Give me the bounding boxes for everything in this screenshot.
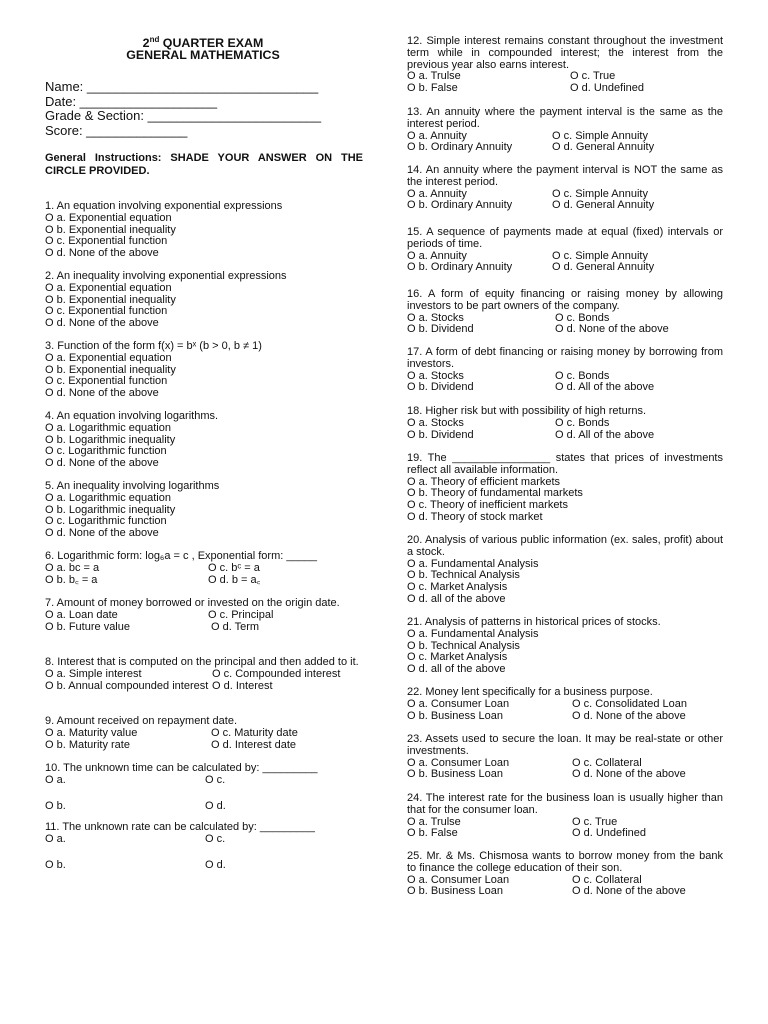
option-c[interactable]: O c. Exponential function — [45, 375, 168, 388]
option-a[interactable]: O a. Trulse — [407, 815, 461, 828]
general-instructions: General Instructions: SHADE YOUR ANSWER ON THE CIRCLE PROVIDED. — [45, 152, 363, 178]
option-b[interactable]: O b. Logarithmic inequality — [45, 433, 176, 446]
question-21 — [407, 617, 723, 676]
question-4 — [45, 411, 365, 470]
question-stem: 4. An equation involving logarithms. — [45, 410, 219, 422]
option-c[interactable]: O c. Compounded interest — [212, 667, 341, 680]
option-a[interactable]: O a. Loan date — [45, 608, 118, 621]
option-d[interactable]: O d. All of the above — [555, 428, 655, 441]
exam-title-text: QUARTER EXAM — [159, 36, 264, 51]
option-d[interactable]: O d. None of the above — [572, 709, 686, 722]
option-a[interactable]: O a. — [45, 832, 66, 845]
option-d[interactable]: O d. b = a꜀ — [208, 573, 261, 586]
question-stem: 3. Function of the form f(x) = bˣ (b > 0, b ≠ 1) — [45, 340, 262, 352]
option-a[interactable]: O a. Theory of efficient markets — [407, 475, 561, 488]
question-stem: 2. An inequality involving exponential expressions — [45, 270, 287, 282]
option-c[interactable]: O c. Exponential function — [45, 235, 168, 248]
option-d[interactable]: O d. — [205, 799, 226, 812]
question-15 — [407, 227, 723, 274]
question-11 — [45, 822, 365, 871]
option-b[interactable]: O b. Dividend — [407, 323, 474, 336]
option-a[interactable]: O a. Trulse — [407, 70, 461, 83]
question-25 — [407, 851, 723, 898]
question-stem: 8. Interest that is computed on the principal and then added to it. — [45, 656, 359, 668]
option-b[interactable]: O b. Logarithmic inequality — [45, 503, 176, 516]
option-d[interactable]: O d. General Annuity — [552, 141, 655, 154]
option-a[interactable]: O a. Logarithmic equation — [45, 421, 171, 434]
option-a[interactable]: O a. bc = a — [45, 561, 100, 574]
option-a[interactable]: O a. Stocks — [407, 311, 464, 324]
question-stem: 21. Analysis of patterns in historical prices of stocks. — [407, 616, 661, 628]
option-d[interactable]: O d. None of the above — [45, 317, 159, 330]
question-3 — [45, 341, 365, 400]
question-20 — [407, 535, 723, 606]
option-c[interactable]: O c. Bonds — [555, 369, 610, 382]
question-stem: 6. Logarithmic form: log₆a = c , Exponential form: _____ — [45, 550, 317, 562]
option-a[interactable]: O a. Stocks — [407, 369, 464, 382]
option-c[interactable]: O c. True — [572, 815, 618, 828]
name-field[interactable]: Name: ________________________________ — [45, 79, 319, 94]
option-d[interactable]: O d. General Annuity — [552, 261, 655, 274]
option-d[interactable]: O d. All of the above — [555, 381, 655, 394]
question-stem: 13. An annuity where the payment interval is the same as the interest period. — [407, 106, 723, 130]
option-c[interactable]: O c. True — [570, 70, 616, 83]
question-stem: 23. Assets used to secure the loan. It may be real-state or other investments. — [407, 733, 723, 757]
option-b[interactable]: O b. Business Loan — [407, 709, 504, 722]
option-c[interactable]: O c. Logarithmic function — [45, 515, 167, 528]
option-c[interactable]: O c. Logarithmic function — [45, 445, 167, 458]
question-stem: 5. An inequality involving logarithms — [45, 480, 220, 492]
option-b[interactable]: O b. Annual compounded interest — [45, 679, 209, 692]
option-b[interactable]: O b. Ordinary Annuity — [407, 261, 513, 274]
option-b[interactable]: O b. Exponential inequality — [45, 293, 176, 306]
option-b[interactable]: O b. Exponential inequality — [45, 223, 176, 236]
quarter-suffix: nd — [149, 35, 160, 44]
option-c[interactable]: O c. — [205, 773, 226, 786]
option-d[interactable]: O d. None of the above — [45, 247, 159, 260]
option-b[interactable]: O b. False — [407, 827, 458, 840]
option-d[interactable]: O d. Undefined — [570, 82, 644, 95]
option-d[interactable]: O d. all of the above — [407, 592, 506, 605]
option-a[interactable]: O a. Fundamental Analysis — [407, 627, 539, 640]
question-13 — [407, 107, 723, 154]
option-c[interactable]: O c. Bonds — [555, 311, 610, 324]
quarter-number: 2 — [142, 36, 150, 51]
option-c[interactable]: O c. Theory of inefficient markets — [407, 499, 568, 512]
question-stem: 22. Money lent specifically for a business purpose. — [407, 686, 653, 698]
option-c[interactable]: O c. Collateral — [572, 756, 642, 769]
question-1 — [45, 201, 365, 260]
question-stem: 7. Amount of money borrowed or invested on the origin date. — [45, 597, 340, 609]
option-d[interactable]: O d. Undefined — [572, 827, 646, 840]
question-18 — [407, 406, 723, 441]
option-b[interactable]: O b. Business Loan — [407, 768, 504, 781]
option-a[interactable]: O a. Annuity — [407, 187, 467, 200]
question-16 — [407, 289, 723, 336]
option-a[interactable]: O a. Exponential equation — [45, 351, 172, 364]
option-d[interactable]: O d. all of the above — [407, 663, 506, 676]
option-b[interactable]: O b. b꜀ = a — [45, 573, 98, 586]
question-9 — [45, 716, 365, 751]
option-c[interactable]: O c. Principal — [208, 608, 274, 621]
option-b[interactable]: O b. — [45, 799, 66, 812]
question-5 — [45, 481, 365, 540]
option-d[interactable]: O d. Interest — [212, 679, 273, 692]
question-24 — [407, 793, 723, 840]
option-a[interactable]: O a. Annuity — [407, 249, 467, 262]
date-field[interactable]: Date: ___________________ — [45, 94, 218, 109]
question-stem: 16. A form of equity financing or raising money by allowing investors to be part owners of the company. — [407, 288, 723, 312]
option-a[interactable]: O a. Consumer Loan — [407, 873, 510, 886]
question-stem: 10. The unknown time can be calculated by: _________ — [45, 762, 318, 774]
question-7 — [45, 598, 365, 633]
option-b[interactable]: O b. Business Loan — [407, 885, 504, 898]
question-stem: 24. The interest rate for the business loan is usually higher than that for the consumer loan. — [407, 792, 723, 816]
question-stem: 11. The unknown rate can be calculated by: _________ — [45, 821, 315, 833]
option-b[interactable]: O b. Maturity rate — [45, 738, 130, 751]
question-14 — [407, 165, 723, 212]
option-b[interactable]: O b. False — [407, 82, 458, 95]
option-c[interactable]: O c. Market Analysis — [407, 581, 508, 594]
question-12 — [407, 36, 723, 95]
option-b[interactable]: O b. Exponential inequality — [45, 363, 176, 376]
question-stem: 1. An equation involving exponential expressions — [45, 200, 283, 212]
option-d[interactable]: O d. Term — [211, 620, 260, 633]
question-stem: 9. Amount received on repayment date. — [45, 715, 238, 727]
option-d[interactable]: O d. None of the above — [572, 768, 686, 781]
option-b[interactable]: O b. Future value — [45, 620, 130, 633]
option-a[interactable]: O a. Consumer Loan — [407, 756, 510, 769]
option-a[interactable]: O a. Logarithmic equation — [45, 491, 171, 504]
option-a[interactable]: O a. Stocks — [407, 416, 464, 429]
question-stem: 20. Analysis of various public information (ex. sales, profit) about a stock. — [407, 534, 723, 558]
option-c[interactable]: O c. Bonds — [555, 416, 610, 429]
option-a[interactable]: O a. Annuity — [407, 129, 467, 142]
option-c[interactable]: O c. bᶜ = a — [208, 561, 260, 574]
option-b[interactable]: O b. Technical Analysis — [407, 569, 520, 582]
question-6 — [45, 551, 365, 586]
option-c[interactable]: O c. Simple Annuity — [552, 129, 648, 142]
option-c[interactable]: O c. Maturity date — [211, 726, 298, 739]
option-b[interactable]: O b. — [45, 858, 66, 871]
option-d[interactable]: O d. General Annuity — [552, 199, 655, 212]
option-b[interactable]: O b. Dividend — [407, 428, 474, 441]
option-b[interactable]: O b. Theory of fundamental markets — [407, 487, 583, 500]
option-c[interactable]: O c. Collateral — [572, 873, 642, 886]
option-d[interactable]: O d. Interest date — [211, 738, 296, 751]
option-b[interactable]: O b. Dividend — [407, 381, 474, 394]
question-2 — [45, 271, 365, 330]
option-a[interactable]: O a. Exponential equation — [45, 281, 172, 294]
option-c[interactable]: O c. Exponential function — [45, 305, 168, 318]
subject-title: GENERAL MATHEMATICS — [126, 48, 280, 62]
option-a[interactable]: O a. — [45, 773, 66, 786]
option-d[interactable]: O d. None of the above — [45, 457, 159, 470]
option-b[interactable]: O b. Ordinary Annuity — [407, 199, 513, 212]
option-c[interactable]: O c. Consolidated Loan — [572, 697, 687, 710]
question-10 — [45, 763, 365, 812]
question-stem: 12. Simple interest remains constant throughout the investment term while in compounded interest; the interest from the previous year also earns interest. — [407, 35, 723, 71]
option-a[interactable]: O a. Fundamental Analysis — [407, 557, 539, 570]
option-b[interactable]: O b. Technical Analysis — [407, 639, 520, 652]
option-b[interactable]: O b. Ordinary Annuity — [407, 141, 513, 154]
question-stem: 18. Higher risk but with possibility of high returns. — [407, 405, 647, 417]
question-19 — [407, 453, 723, 524]
option-c[interactable]: O c. Simple Annuity — [552, 249, 648, 262]
option-c[interactable]: O c. Simple Annuity — [552, 187, 648, 200]
option-d[interactable]: O d. None of the above — [45, 387, 159, 400]
question-stem: 25. Mr. & Ms. Chismosa wants to borrow money from the bank to finance the college education of their son. — [407, 850, 723, 874]
question-22 — [407, 687, 723, 722]
question-stem: 14. An annuity where the payment interval is NOT the same as the interest period. — [407, 164, 723, 188]
question-8 — [45, 657, 365, 692]
option-a[interactable]: O a. Consumer Loan — [407, 697, 510, 710]
option-a[interactable]: O a. Exponential equation — [45, 211, 172, 224]
question-23 — [407, 734, 723, 781]
option-c[interactable]: O c. — [205, 832, 226, 845]
question-17 — [407, 347, 723, 394]
option-d[interactable]: O d. — [205, 858, 226, 871]
question-stem: 17. A form of debt financing or raising money by borrowing from investors. — [407, 346, 723, 370]
option-a[interactable]: O a. Simple interest — [45, 667, 142, 680]
option-d[interactable]: O d. Theory of stock market — [407, 510, 543, 523]
question-stem: 19. The ________________ states that prices of investments reflect all available information. — [407, 452, 723, 476]
option-d[interactable]: O d. None of the above — [45, 527, 159, 540]
grade-section-field[interactable]: Grade & Section: ________________________ — [45, 108, 322, 123]
option-c[interactable]: O c. Market Analysis — [407, 651, 508, 664]
score-field[interactable]: Score: ______________ — [45, 123, 188, 138]
option-d[interactable]: O d. None of the above — [555, 323, 669, 336]
option-a[interactable]: O a. Maturity value — [45, 726, 138, 739]
question-stem: 15. A sequence of payments made at equal (fixed) intervals or periods of time. — [407, 226, 723, 250]
option-d[interactable]: O d. None of the above — [572, 885, 686, 898]
